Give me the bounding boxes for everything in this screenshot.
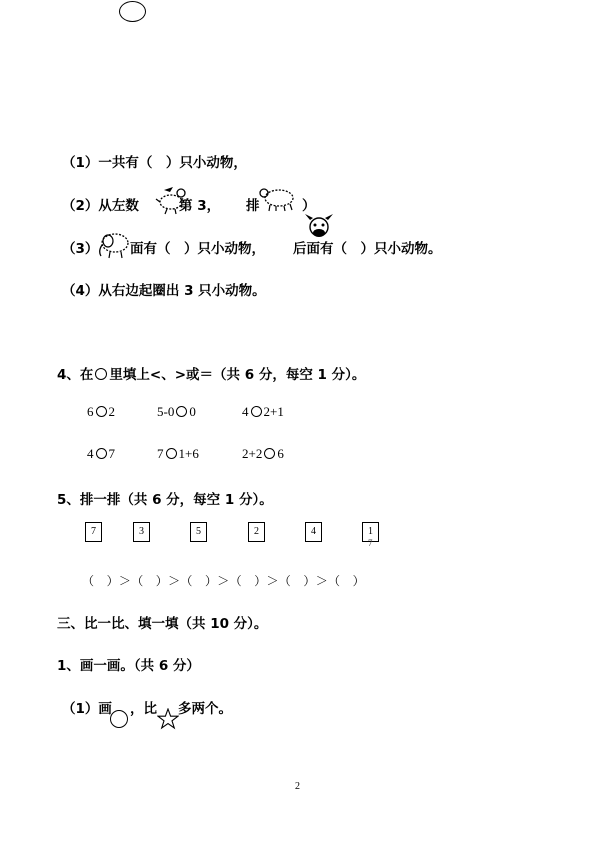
number-card: 4 xyxy=(305,522,322,542)
number-card: 1 xyxy=(362,522,379,542)
q4-heading xyxy=(57,363,365,383)
compare-right: 2+1 xyxy=(263,404,284,419)
compare-left: 4 xyxy=(242,404,249,419)
compare-item xyxy=(87,446,115,462)
compare-right: 0 xyxy=(189,404,196,419)
compare-right: 1+6 xyxy=(178,446,199,461)
compare-blank-circle[interactable] xyxy=(264,448,275,459)
animal-icon-elephant xyxy=(96,229,132,259)
q3-item-2-row-label: 排 xyxy=(246,198,260,214)
compare-blank-circle[interactable] xyxy=(251,406,262,417)
section-3-q1-item-prefix: （1）画 xyxy=(62,701,112,717)
star-icon xyxy=(157,708,179,730)
compare-left: 2+2 xyxy=(242,446,263,461)
compare-item xyxy=(242,404,284,420)
number-card: 2 xyxy=(248,522,265,542)
compare-item xyxy=(157,446,199,462)
stray-digit: 7 xyxy=(368,538,373,548)
compare-left: 7 xyxy=(157,446,164,461)
circle-shape-icon xyxy=(110,710,128,728)
animal-icon-sheep xyxy=(258,184,298,212)
compare-item xyxy=(87,404,115,420)
compare-left: 5-0 xyxy=(157,404,175,419)
compare-right: 6 xyxy=(277,446,284,461)
section-3-q1-item-suffix: 多两个。 xyxy=(178,701,232,717)
q3-item-3-front: 面有（ ）只小动物， xyxy=(130,241,265,257)
q3-item-2-prefix: （2）从左数 xyxy=(62,198,139,214)
compare-blank-circle[interactable] xyxy=(166,448,177,459)
page-number: 2 xyxy=(295,781,300,792)
q3-item-2-close: ） xyxy=(302,198,316,214)
top-circle-shape xyxy=(119,1,146,22)
q5-answer-line[interactable]: （ ）＞（ ）＞（ ）＞（ ）＞（ ）＞（ ） xyxy=(82,574,365,588)
compare-right: 2 xyxy=(108,404,115,419)
q3-item-3-prefix: （3） xyxy=(62,241,99,257)
q3-item-1: （1）一共有（ ）只小动物， xyxy=(62,155,247,171)
circle-icon xyxy=(95,368,107,380)
q3-item-3-behind: 后面有（ ）只小动物。 xyxy=(293,241,442,257)
compare-item xyxy=(157,404,196,420)
number-card: 7 xyxy=(85,522,102,542)
number-card: 5 xyxy=(190,522,207,542)
section-3-q1-heading: 1、画一画。（共 6 分） xyxy=(57,658,200,674)
q4-heading-suffix: 里填上<、>或＝（共 6 分，每空 1 分）。 xyxy=(109,367,366,383)
compare-blank-circle[interactable] xyxy=(96,406,107,417)
section-3-heading: 三、比一比、填一填（共 10 分）。 xyxy=(57,616,268,632)
compare-left: 6 xyxy=(87,404,94,419)
q3-item-4: （4）从右边起圈出 3 只小动物。 xyxy=(62,283,266,299)
compare-blank-circle[interactable] xyxy=(176,406,187,417)
section-3-q1-item-compare: ，比 xyxy=(130,701,157,717)
q4-heading-prefix: 4、在 xyxy=(57,367,94,383)
compare-blank-circle[interactable] xyxy=(96,448,107,459)
compare-right: 7 xyxy=(108,446,115,461)
q5-heading: 5、排一排（共 6 分，每空 1 分）。 xyxy=(57,492,273,508)
compare-left: 4 xyxy=(87,446,94,461)
q3-item-2-position: 第 3， xyxy=(179,198,221,214)
number-card: 3 xyxy=(133,522,150,542)
compare-item xyxy=(242,446,284,462)
